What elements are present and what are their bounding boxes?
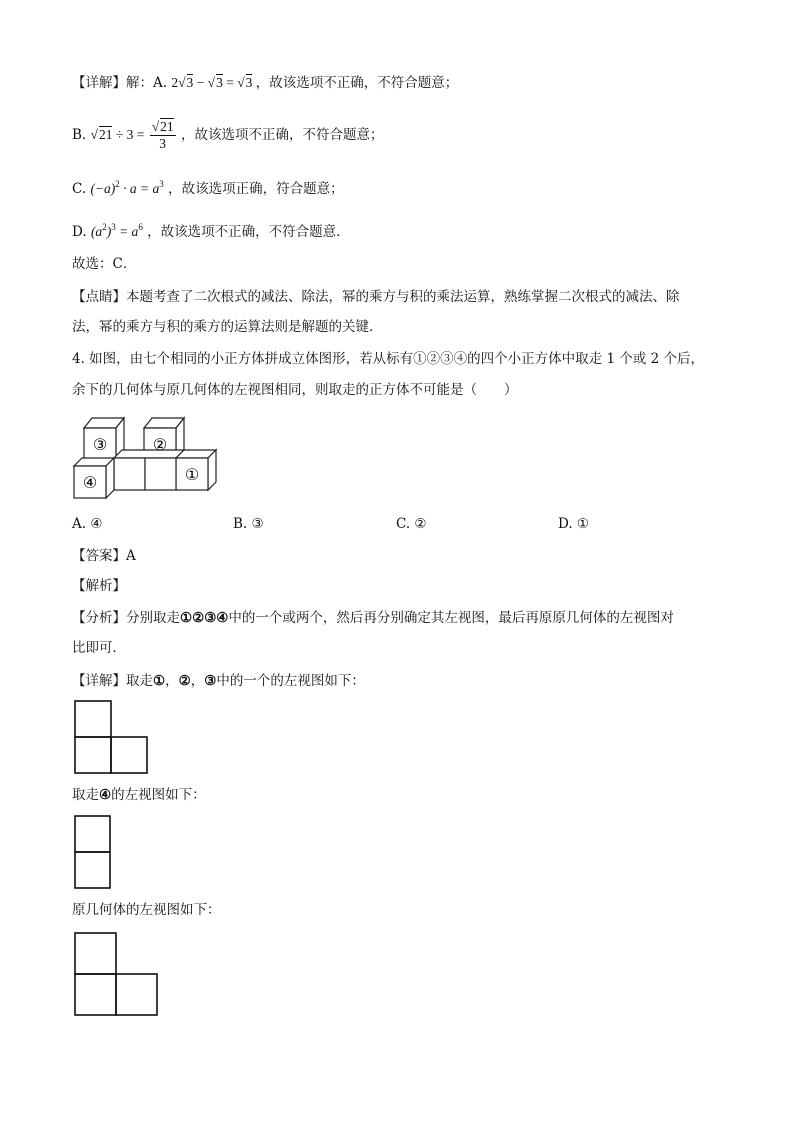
original-view-line: 原几何体的左视图如下：: [72, 902, 221, 918]
cube-label-4: ④: [82, 473, 98, 492]
left-view-remove-4: [72, 813, 114, 891]
detail-a-suffix: ，故该选项不正确，不符合题意；: [255, 75, 459, 91]
detail-c-line: [72, 174, 344, 199]
question-line-1: 4. 如图，由七个相同的小正方体拼成立体图形，若从标有①②③④的四个小正方体中取走 1 个或 2 个后，: [72, 351, 705, 367]
detail-b-prefix: B.: [72, 127, 87, 143]
detail-d-suffix: ，故该选项不正确，不符合题意．: [147, 224, 350, 240]
left-view-original: [72, 930, 162, 1018]
choice-line: 故选：C．: [72, 256, 137, 272]
analysis-line-1: 【分析】分别取走①②③④中的一个或两个，然后再分别确定其左视图，最后再原原几何体的左视图对: [72, 610, 674, 626]
detail-a-prefix: 【详解】解：A.: [72, 75, 168, 91]
option-b: B. ③: [233, 516, 264, 532]
left-view-remove-123: [72, 698, 152, 776]
analysis-line-2: 比即可．: [72, 640, 126, 656]
analysis-heading: 【解析】: [72, 578, 126, 594]
comment-line-2: 法，幂的乘方与积的乘方的运算法则是解题的关键．: [72, 319, 383, 335]
cube-label-2: ②: [152, 435, 168, 454]
detail2-line: 【详解】取走①，②，③中的一个的左视图如下：: [72, 673, 365, 689]
question-line-2: 余下的几何体与原几何体的左视图相同，则取走的正方体不可能是（ ）: [72, 382, 518, 398]
detail-d-line: [72, 217, 350, 242]
cube-label-1: ①: [184, 465, 200, 484]
detail-b-suffix: ，故该选项不正确，不符合题意；: [181, 127, 384, 143]
option-d: D. ①: [558, 516, 590, 532]
detail-c-suffix: ，故该选项正确，符合题意；: [168, 181, 344, 197]
option-a: A. ④: [72, 516, 103, 532]
detail-a-expression: 2√3 − √3 = √3: [171, 75, 253, 90]
detail-d-prefix: D.: [72, 224, 87, 240]
cube-label-3: ③: [92, 435, 108, 454]
detail-b-expression: √21 ÷ 3 = $\frac{√21}{3}$: [90, 119, 174, 152]
comment-line-1: 【点睛】本题考查了二次根式的减法、除法，幂的乘方与积的乘法运算，熟练掌握二次根式的减法、除: [72, 289, 680, 305]
option-c: C. ②: [396, 516, 427, 532]
cube-figure: [70, 412, 220, 502]
detail-c-prefix: C.: [72, 181, 87, 197]
remove4-line: 取走④的左视图如下：: [72, 787, 206, 803]
detail-b-line: [72, 116, 384, 154]
detail-d-expression: $(a^2)^3 = a^6$: [90, 222, 143, 239]
detail-b-fraction: $\frac{√21}{3}$: [151, 119, 174, 152]
answer-line: 【答案】A: [72, 548, 136, 564]
detail-a-line: [72, 73, 458, 93]
detail-c-expression: $(-a)^2 \cdot a = a^3$: [90, 179, 164, 196]
